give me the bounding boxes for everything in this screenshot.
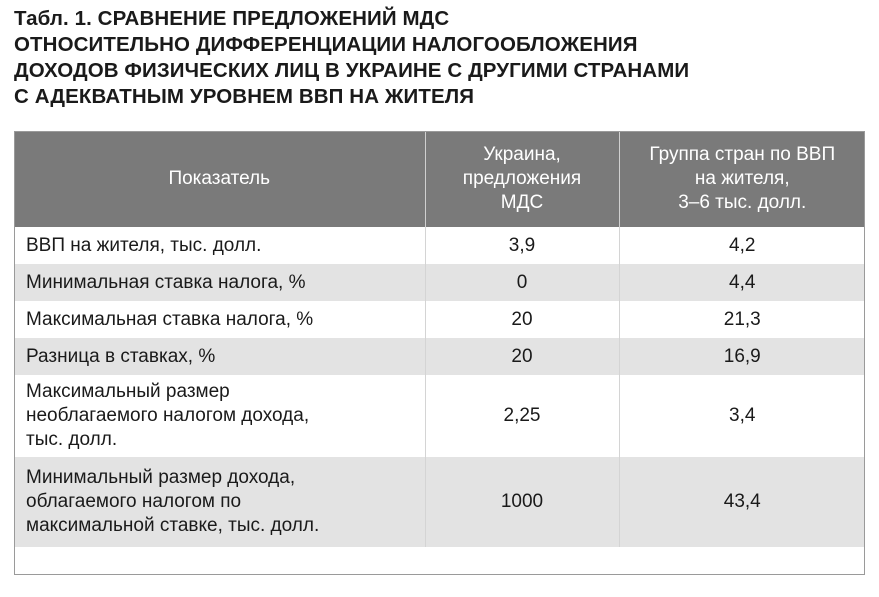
header-row bbox=[14, 131, 865, 227]
caption-line-4: С АДЕКВАТНЫМ УРОВНЕМ ВВП НА ЖИТЕЛЯ bbox=[14, 85, 475, 108]
row-label-line: Максимальный размер bbox=[26, 381, 230, 402]
row-label-line: Минимальная ставка налога, % bbox=[26, 271, 306, 293]
row-label bbox=[14, 264, 425, 301]
header-ukraine bbox=[425, 131, 619, 227]
group-value: 4,4 bbox=[619, 264, 865, 301]
row-label bbox=[14, 457, 425, 547]
row-label-line: максимальной ставке, тыс. долл. bbox=[26, 515, 320, 536]
header-group-line-2: на жителя, bbox=[694, 168, 790, 189]
group-value: 16,9 bbox=[619, 338, 865, 375]
header-indicator-line-1: Показатель bbox=[168, 168, 271, 189]
ukraine-value: 1000 bbox=[425, 457, 619, 547]
row-label-line: Разница в ставках, % bbox=[26, 345, 216, 367]
ukraine-value: 3,9 bbox=[425, 227, 619, 264]
ukraine-value: 20 bbox=[425, 338, 619, 375]
header-ukraine-line-1: Украина, bbox=[483, 144, 561, 165]
caption-line-2: ОТНОСИТЕЛЬНО ДИФФЕРЕНЦИАЦИИ НАЛОГООБЛОЖЕНИЯ bbox=[14, 33, 638, 56]
row-label-line: тыс. долл. bbox=[26, 429, 118, 450]
row-label-line: облагаемого налогом по bbox=[26, 491, 242, 512]
table-body bbox=[14, 227, 865, 547]
table-row bbox=[14, 338, 865, 375]
row-label-line: Максимальная ставка налога, % bbox=[26, 308, 314, 330]
table-row bbox=[14, 301, 865, 338]
row-label-line: необлагаемого налогом дохода, bbox=[26, 405, 310, 426]
row-label bbox=[14, 375, 425, 457]
header-indicator bbox=[14, 131, 425, 227]
ukraine-value: 0 bbox=[425, 264, 619, 301]
group-value: 43,4 bbox=[619, 457, 865, 547]
caption-line-1: Табл. 1. СРАВНЕНИЕ ПРЕДЛОЖЕНИЙ МДС bbox=[14, 7, 450, 30]
header-country-group bbox=[619, 131, 865, 227]
table-header bbox=[14, 131, 865, 227]
row-label bbox=[14, 227, 425, 264]
group-value: 3,4 bbox=[619, 375, 865, 457]
row-label-line: ВВП на жителя, тыс. долл. bbox=[26, 234, 262, 256]
group-value: 21,3 bbox=[619, 301, 865, 338]
group-value: 4,2 bbox=[619, 227, 865, 264]
table-row bbox=[14, 227, 865, 264]
table-row bbox=[14, 264, 865, 301]
header-ukraine-line-2: предложения bbox=[462, 168, 582, 189]
ukraine-value: 2,25 bbox=[425, 375, 619, 457]
table-row bbox=[14, 457, 865, 547]
row-label bbox=[14, 338, 425, 375]
caption-line-3: ДОХОДОВ ФИЗИЧЕСКИХ ЛИЦ В УКРАИНЕ С ДРУГИМИ СТРАНАМИ bbox=[14, 59, 690, 82]
table-row bbox=[14, 375, 865, 457]
row-label-line: Минимальный размер дохода, bbox=[26, 467, 296, 488]
header-ukraine-line-3: МДС bbox=[500, 192, 544, 213]
header-group-line-1: Группа стран по ВВП bbox=[649, 144, 836, 165]
table-caption bbox=[14, 6, 874, 110]
ukraine-value: 20 bbox=[425, 301, 619, 338]
row-label bbox=[14, 301, 425, 338]
header-group-line-3: 3–6 тыс. долл. bbox=[678, 192, 807, 213]
comparison-table bbox=[14, 131, 865, 547]
